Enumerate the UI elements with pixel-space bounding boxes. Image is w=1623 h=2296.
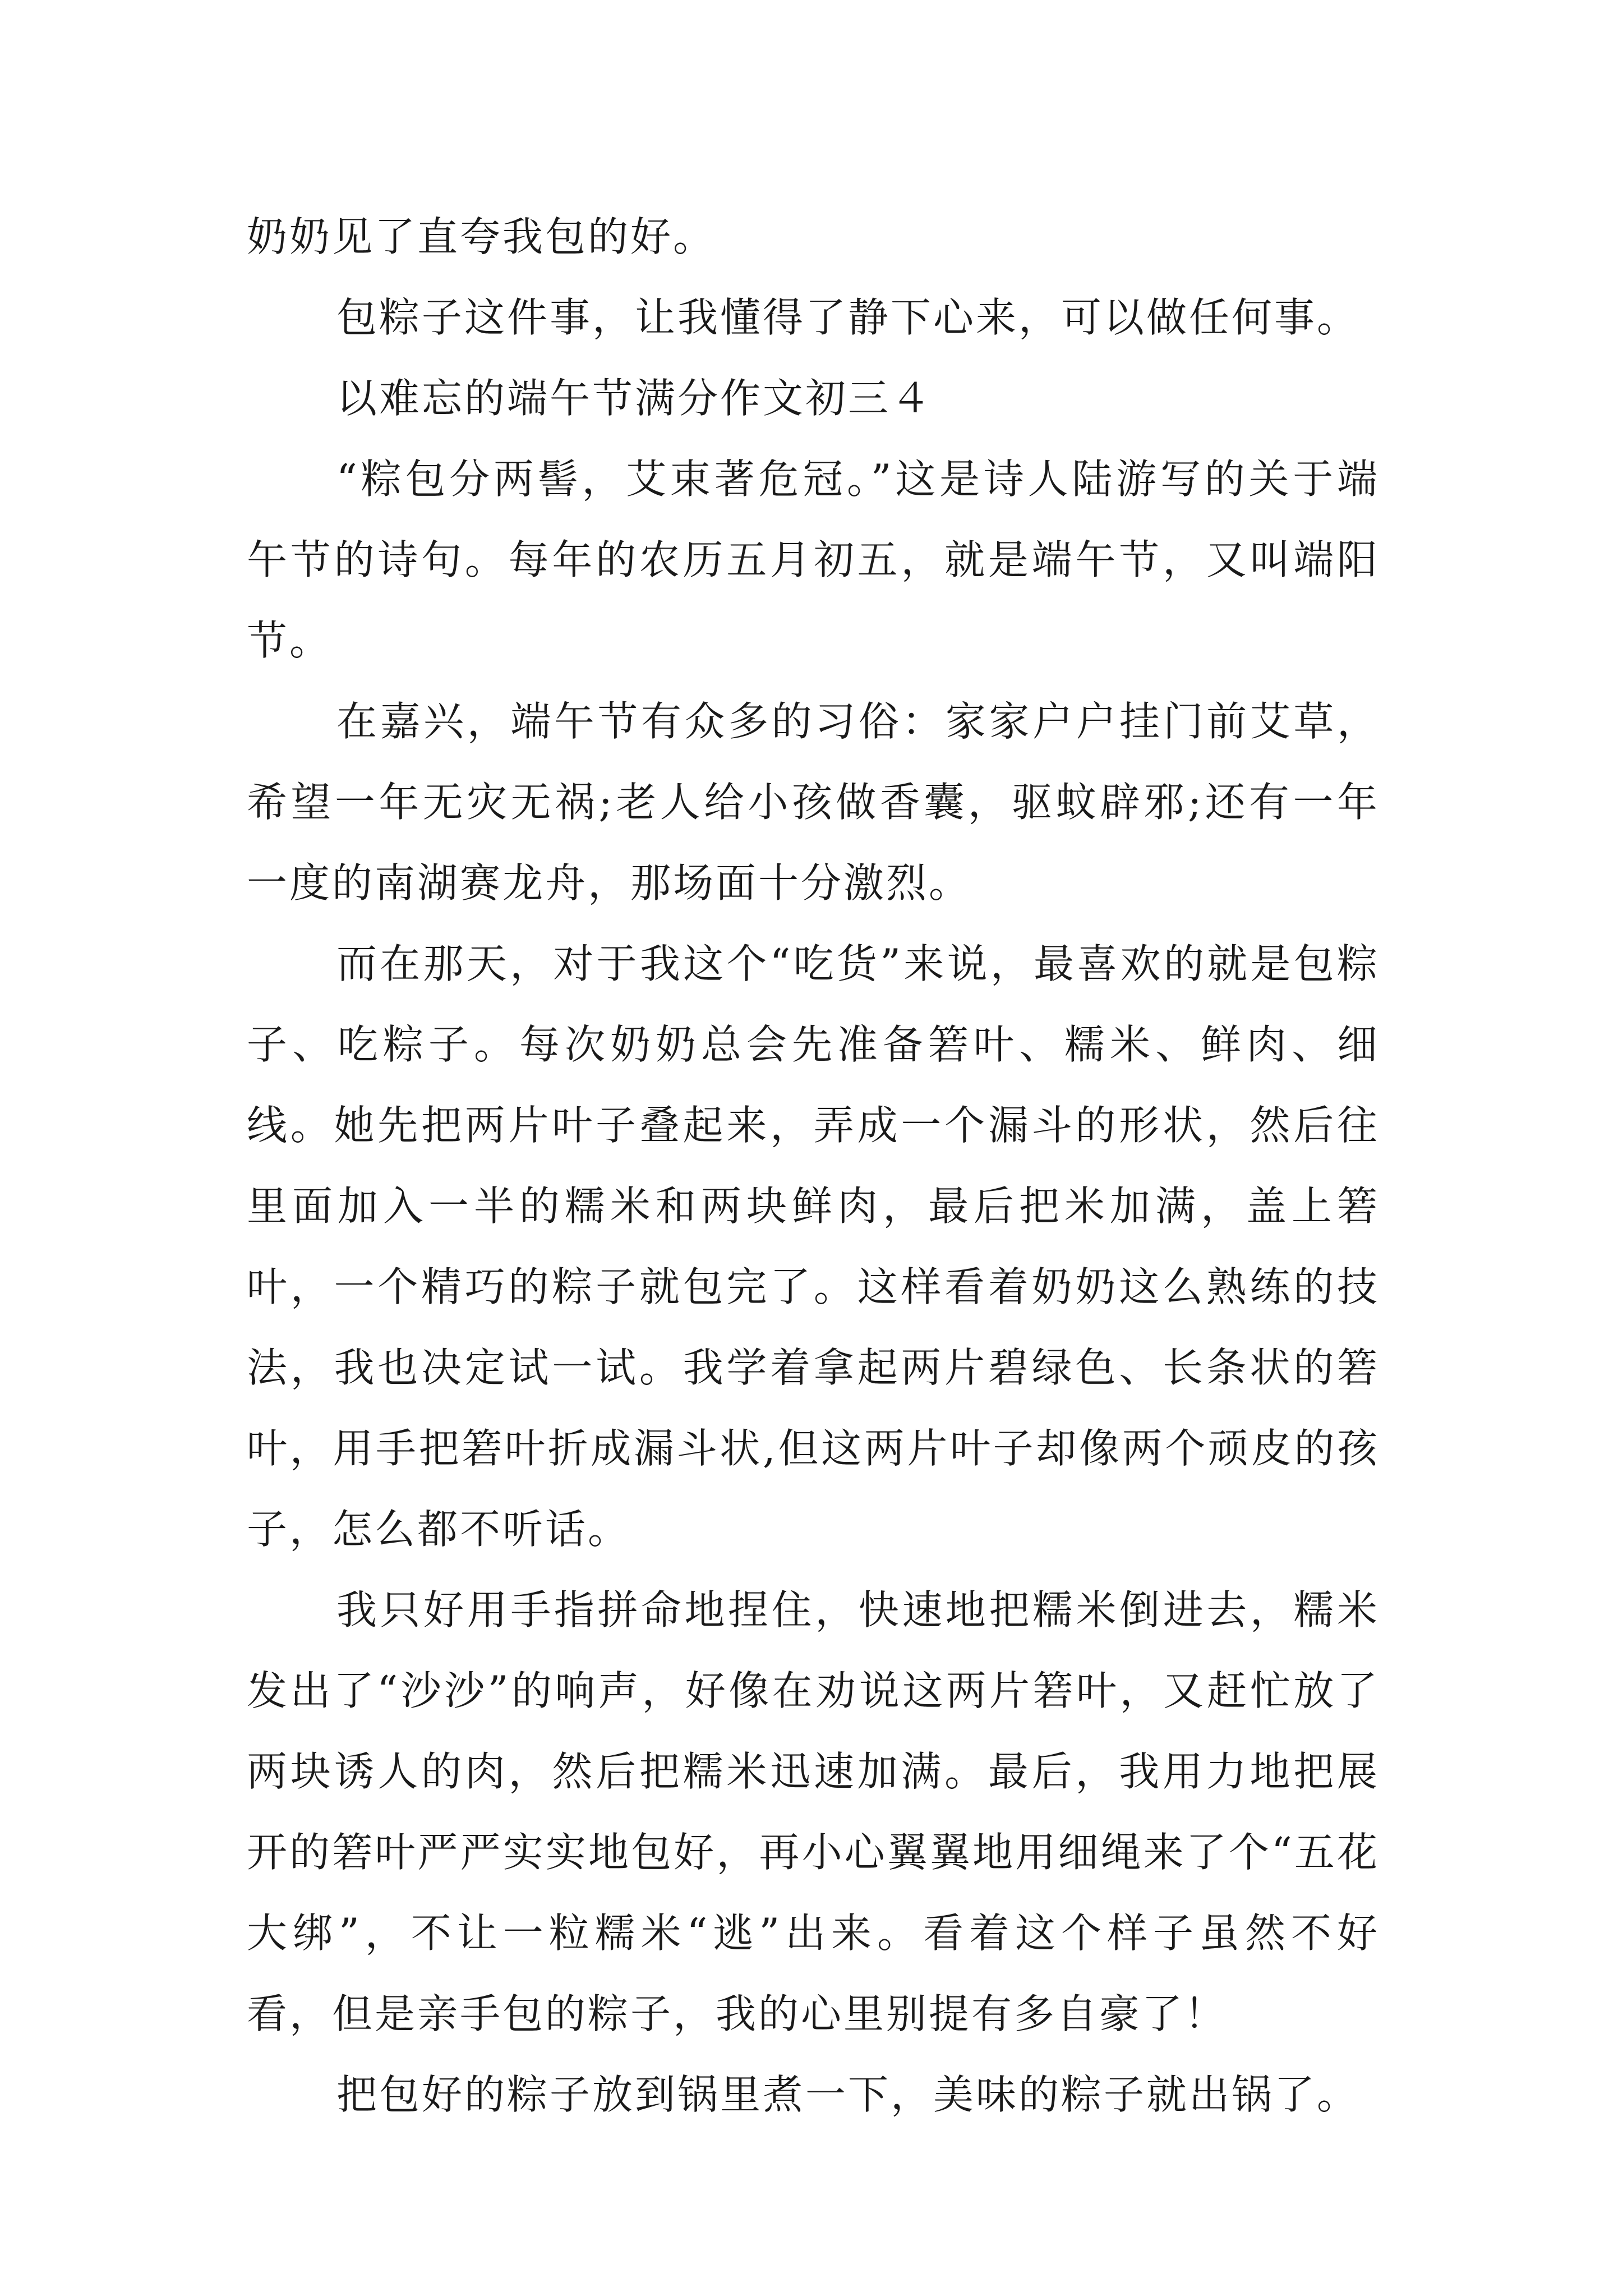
paragraph-lesson: 包粽子这件事，让我懂得了静下心来，可以做任何事。 <box>336 294 1360 341</box>
paragraph-customs: 在嘉兴，端午节有众多的习俗：家家户户挂门前艾草，希望一年无灾无祸;老人给小孩做香囊，驱蚊辟邪;还有一年一度的南湖赛龙舟，那场面十分激烈。 <box>247 698 1380 907</box>
paragraph-cooking: 把包好的粽子放到锅里煮一下，美味的粽子就出锅了。 <box>336 2071 1360 2118</box>
paragraph-my-attempt: 我只好用手指拼命地捏住，快速地把糯米倒进去，糯米发出了“沙沙”的响声，好像在劝说这两片箬叶，又赶忙放了两块诱人的肉，然后把糯米迅速加满。最后，我用力地把展开的箬叶严严实实地包好，再小心翼翼地用细绳来了个“五花大绑”，不让一粒糯米“逃”出来。看着这个样子虽然不好看，但是亲手包的粽子，我的心里别提有多自豪了！ <box>247 1586 1380 2037</box>
essay-heading: 以难忘的端午节满分作文初三４ <box>336 375 934 422</box>
document-body <box>247 196 1380 2135</box>
paragraph-poem-intro: “粽包分两髻，艾束著危冠。”这是诗人陆游写的关于端午节的诗句。每年的农历五月初五，就是端午节，又叫端阳节。 <box>247 455 1380 664</box>
paragraph-grandma-zongzi: 而在那天，对于我这个“吃货”来说，最喜欢的就是包粽子、吃粽子。每次奶奶总会先准备箬叶、糯米、鲜肉、细线。她先把两片叶子叠起来，弄成一个漏斗的形状，然后往里面加入一半的糯米和两块鲜肉，最后把米加满，盖上箬叶，一个精巧的粽子就包完了。这样看着奶奶这么熟练的技法，我也决定试一试。我学着拿起两片碧绿色、长条状的箬叶，用手把箬叶折成漏斗状,但这两片叶子却像两个顽皮的孩子，怎么都不听话。 <box>247 940 1380 1553</box>
paragraph-continuation: 奶奶见了直夸我包的好。 <box>247 213 716 260</box>
